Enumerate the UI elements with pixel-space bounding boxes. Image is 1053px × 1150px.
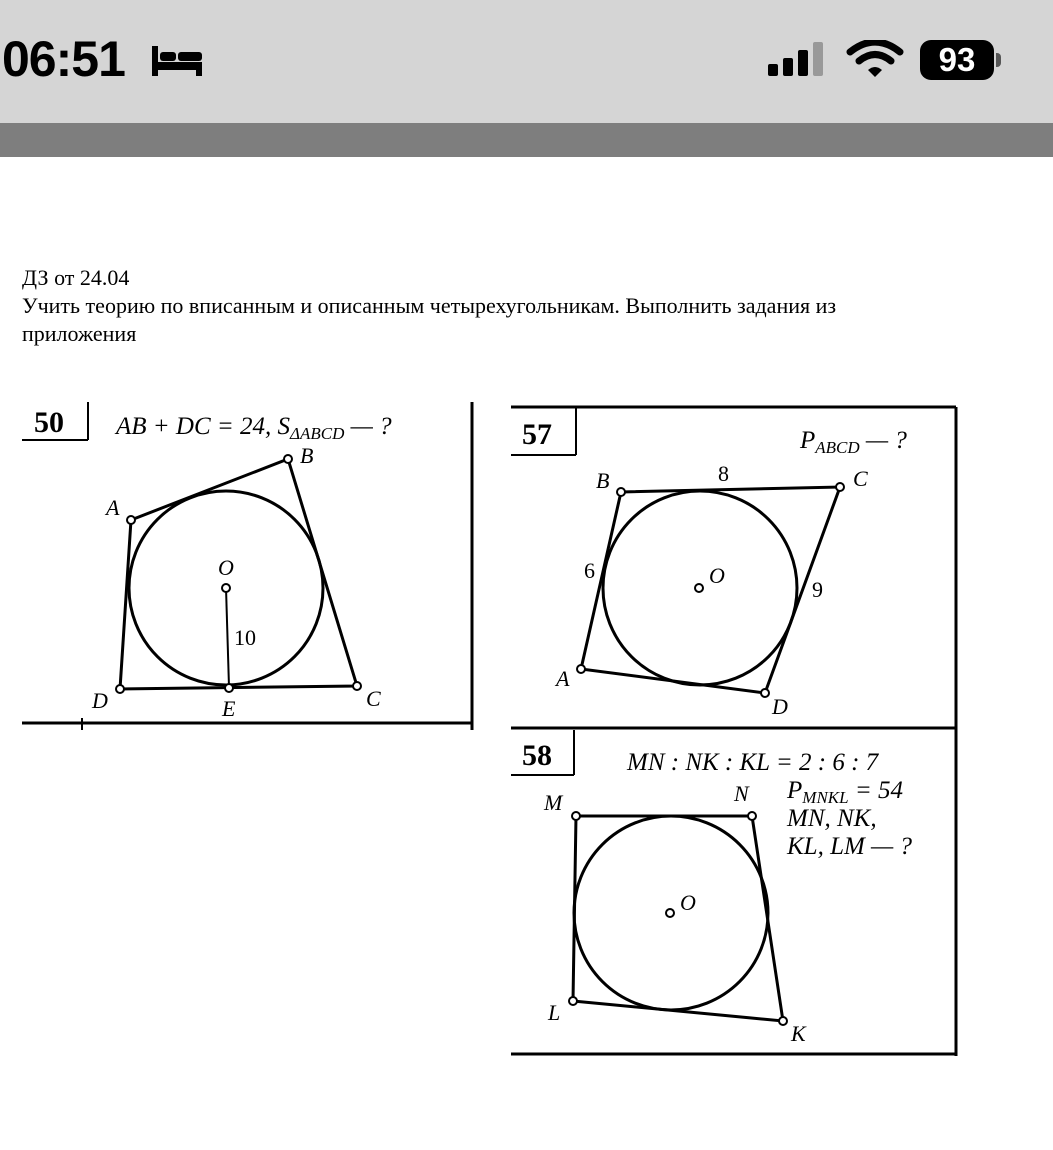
label-c-50: C [366,686,381,711]
homework-instructions-line1: Учить теорию по вписанным и описанным четырехугольникам. Выполнить задания из [22,293,837,318]
problem-58-ratio: MN : NK : KL = 2 : 6 : 7 [627,749,879,776]
side-cd-57: 9 [812,577,823,602]
label-b-50: B [300,443,314,468]
problem-50-condition: AB + DC = 24, $S_{\Delta ABCD}$ — ? [116,413,392,443]
problem-58-perimeter: $P_{MNKL} = 54$ [787,777,903,807]
homework-heading: ДЗ от 24.04 [22,265,130,290]
problem-58-number: 58 [522,739,552,772]
label-d-50: D [92,688,108,713]
label-c-57: C [853,466,868,491]
problem-50 [22,402,472,730]
problem-57-question: $P_{ABCD}$ — ? [800,427,907,457]
label-o-50: O [218,555,234,580]
radius-oe [226,588,229,687]
label-a-50: A [106,495,120,520]
problem-58 [511,730,956,1054]
label-l-58: L [548,1000,561,1025]
side-ab-57: 6 [584,558,595,583]
label-b-57: B [596,468,610,493]
problem-50-number: 50 [34,406,64,439]
side-bc-57: 8 [718,461,729,486]
label-e-50: E [222,696,236,721]
label-d-57: D [772,694,788,719]
label-a-57: A [556,666,570,691]
homework-instructions-line2: приложения [22,321,137,346]
problem-58-find-line1: MN, NK, [787,805,877,832]
quadrilateral-mnkl-58 [573,816,783,1021]
label-m-58: M [544,790,563,815]
problem-57 [511,407,956,1056]
radius-length-50: 10 [234,625,256,650]
clock-time: 06:51 [2,31,125,87]
problem-58-find-line2: KL, LM — ? [787,833,913,860]
label-n-58: N [734,781,749,806]
label-o-58: O [680,890,696,915]
problem-57-number: 57 [522,418,552,451]
battery-indicator: 93 [920,40,994,80]
quadrilateral-abcd-57 [581,487,840,693]
label-o-57: O [709,563,725,588]
label-k-58: K [791,1021,806,1046]
